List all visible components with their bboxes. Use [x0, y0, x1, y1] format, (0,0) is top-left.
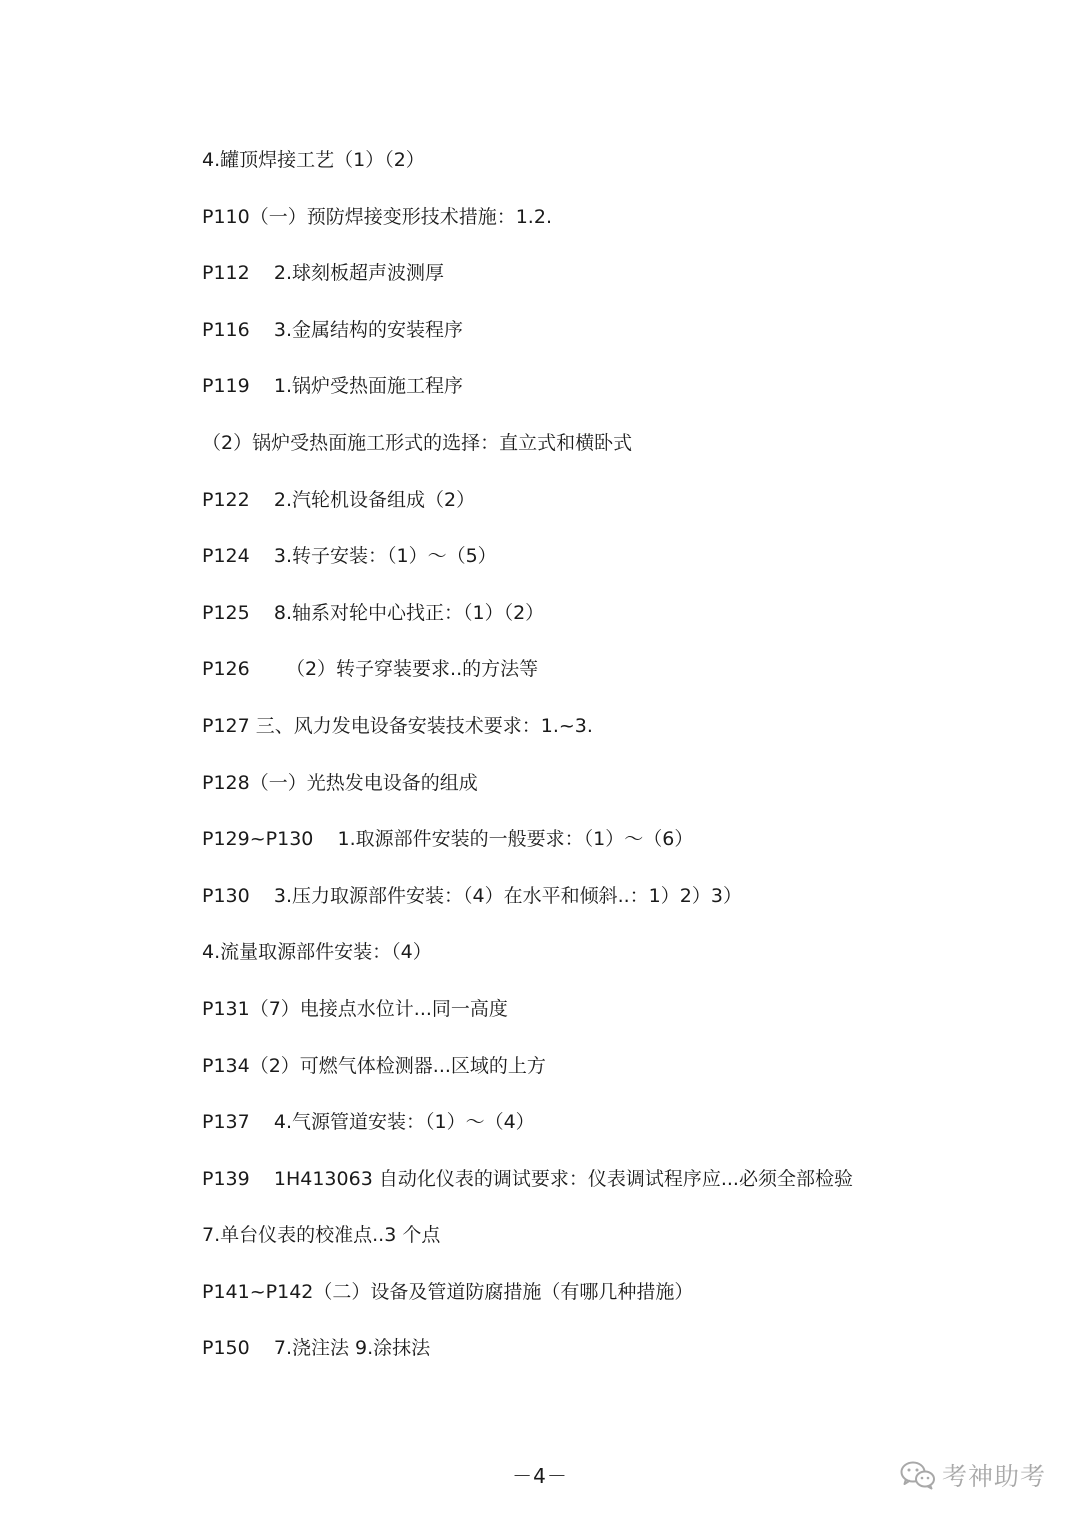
- text-line: P137 4.气源管道安装：（1）～（4）: [202, 1111, 535, 1134]
- text-line: P116 3.金属结构的安装程序: [202, 318, 464, 341]
- text-line: P141~P142（二）设备及管道防腐措施（有哪几种措施）: [202, 1280, 694, 1303]
- text-line: 7.单台仪表的校准点..3 个点: [202, 1224, 441, 1247]
- text-line: P150 7.浇注法 9.涂抹法: [202, 1337, 431, 1360]
- text-line: P110（一）预防焊接变形技术措施：1.2.: [202, 205, 552, 228]
- text-line: （2）锅炉受热面施工形式的选择：直立式和横卧式: [202, 431, 633, 454]
- text-line: 4.罐顶焊接工艺（1）（2）: [202, 149, 425, 171]
- text-line: P126 （2）转子穿装要求..的方法等: [202, 658, 539, 681]
- text-line: P124 3.转子安装：（1）～（5）: [202, 545, 497, 568]
- text-line: P112 2.球刻板超声波测厚: [202, 262, 445, 285]
- text-line: P127 三、风力发电设备安装技术要求：1.~3.: [202, 714, 593, 737]
- watermark: [900, 1457, 1046, 1493]
- text-line: P119 1.锅炉受热面施工程序: [202, 375, 464, 398]
- text-line: P122 2.汽轮机设备组成（2）: [202, 488, 476, 511]
- text-line: 4.流量取源部件安装：（4）: [202, 941, 432, 964]
- watermark-text: 考神助考: [941, 1462, 1046, 1491]
- text-line: P139 1H413063 自动化仪表的调试要求：仪表调试程序应...必须全部检验: [202, 1167, 853, 1190]
- page-number: －4－: [512, 1464, 568, 1488]
- text-line: P134（2）可燃气体检测器...区域的上方: [202, 1054, 546, 1077]
- text-line: P125 8.轴系对轮中心找正：（1）（2）: [202, 601, 545, 624]
- text-line: P130 3.压力取源部件安装：（4）在水平和倾斜..：1）2）3）: [202, 884, 742, 907]
- text-line: P129~P130 1.取源部件安装的一般要求：（1）～（6）: [202, 828, 694, 851]
- document-body: [202, 141, 982, 1386]
- wechat-icon: [900, 1460, 936, 1490]
- text-line: P131（7）电接点水位计...同一高度: [202, 997, 508, 1020]
- text-line: P128（一）光热发电设备的组成: [202, 771, 478, 794]
